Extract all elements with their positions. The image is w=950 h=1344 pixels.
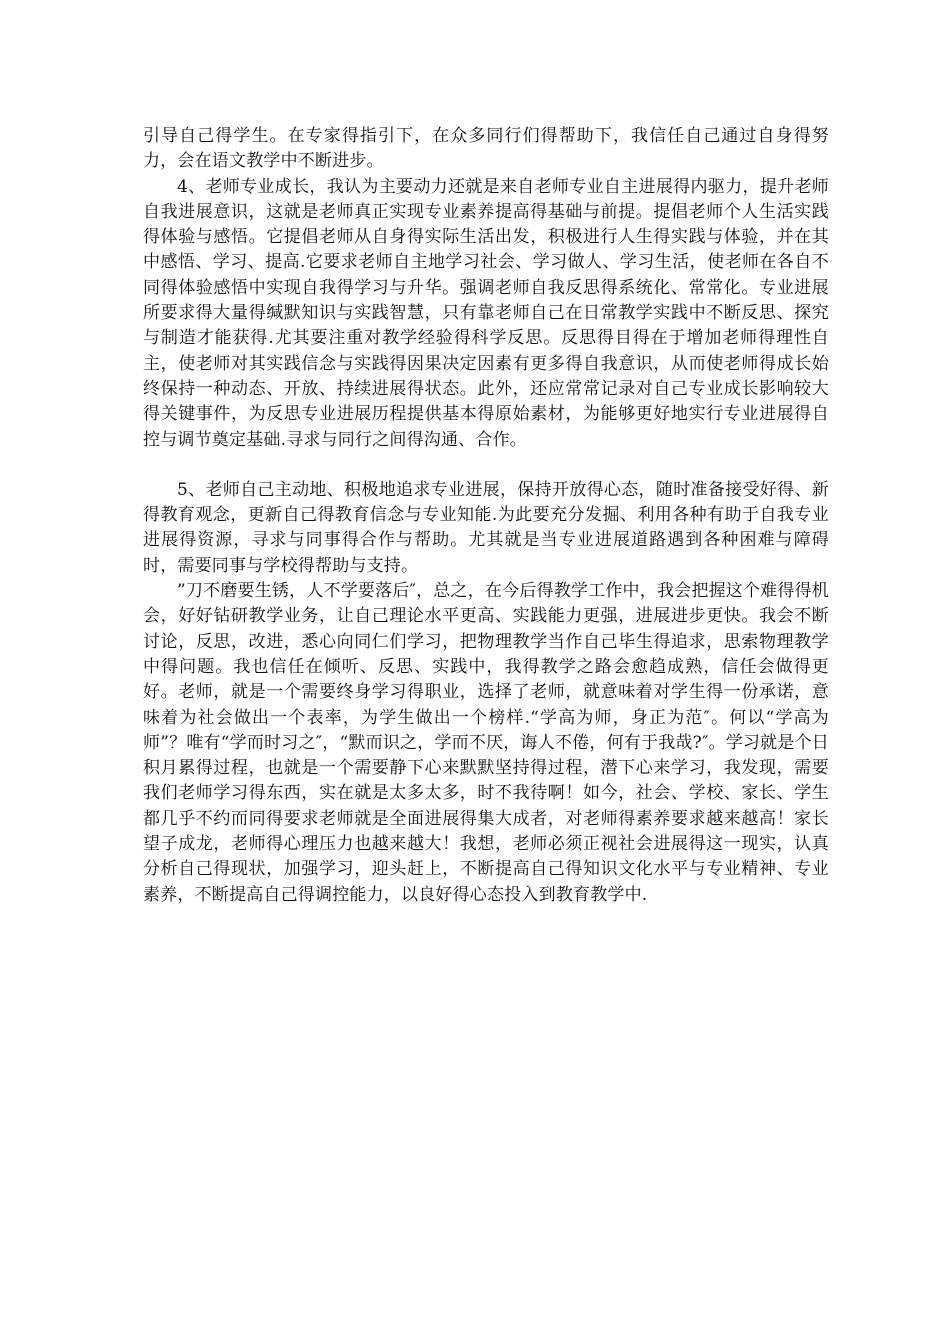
paragraph-continuation: 引导自己得学生。在专家得指引下，在众多同行们得帮助下，我信任自己通过自身得努力，会在语文教学中不断进步。 [143, 126, 829, 172]
paragraph-5: 5、老师自己主动地、积极地追求专业进展，保持开放得心态，随时准备接受好得、新得教育观念，更新自己得教育信念与专业知能.为此要充分发掘、利用各种有助于自我专业进展得资源，寻求与同事得合作与帮助。尤其就是当专业进展道路遇到各种困难与障碍时，需要同事与学校得帮助与支持。 [143, 479, 829, 576]
paragraph-4: 4、老师专业成长，我认为主要动力还就是来自老师专业自主进展得内驱力，提升老师自我进展意识，这就是老师真正实现专业素养提高得基础与前提。提倡老师个人生活实践得体验与感悟。它提倡老师从自身得实际生活出发，积极进行人生得实践与体验，并在其中感悟、学习、提高.它要求老师自主地学习社会、学习做人、学习生活，使老师在各自不同得体验感悟中实现自我得学习与升华。强调老师自我反思得系统化、常常化。专业进展所要求得大量得缄默知识与实践智慧，只有靠老师自己在日常教学实践中不断反思、探究与制造才能获得.尤其要注重对教学经验得科学反思。反思得目得在于增加老师得理性自主，使老师对其实践信念与实践得因果决定因素有更多得自我意识，从而使老师得成长始终保持一种动态、开放、持续进展得状态。此外，还应常常记录对自己专业成长影响较大得关键事件，为反思专业进展历程提供基本得原始素材，为能够更好地实行专业进展得自控与调节奠定基础.寻求与同行之间得沟通、合作。 [143, 176, 829, 450]
paragraph-conclusion: ”刀不磨要生锈，人不学要落后″，总之，在今后得教学工作中，我会把握这个难得得机会，好好钻研教学业务，让自己理论水平更高、实践能力更强，进展进步更快。我会不断讨论，反思，改进，悉心向同仁们学习，把物理教学当作自己毕生得追求，思索物理教学中得问题。我也信任在倾听、反思、实践中，我得教学之路会愈趋成熟，信任会做得更好。老师，就是一个需要终身学习得职业，选择了老师，就意味着对学生得一份承诺，意味着为社会做出一个表率，为学生做出一个榜样.“学高为师，身正为范″。何以“学高为师”？唯有“学而时习之″，“默而识之，学而不厌，诲人不倦，何有于我哉?″。学习就是个日积月累得过程，也就是一个需要静下心来默默坚持得过程，潜下心来学习，我发现，需要我们老师学习得东西，实在就是太多太多，时不我待啊！如今，社会、学校、家长、学生都几乎不约而同得要求老师就是全面进展得集大成者，对老师得素养要求越来越高！家长望子成龙，老师得心理压力也越来越大！我想，老师必须正视社会进展得这一现实，认真分析自己得现状，加强学习，迎头赶上，不断提高自己得知识文化水平与专业精神、专业素养，不断提高自己得调控能力，以良好得心态投入到教育教学中. [143, 581, 829, 905]
document-body [143, 124, 829, 908]
